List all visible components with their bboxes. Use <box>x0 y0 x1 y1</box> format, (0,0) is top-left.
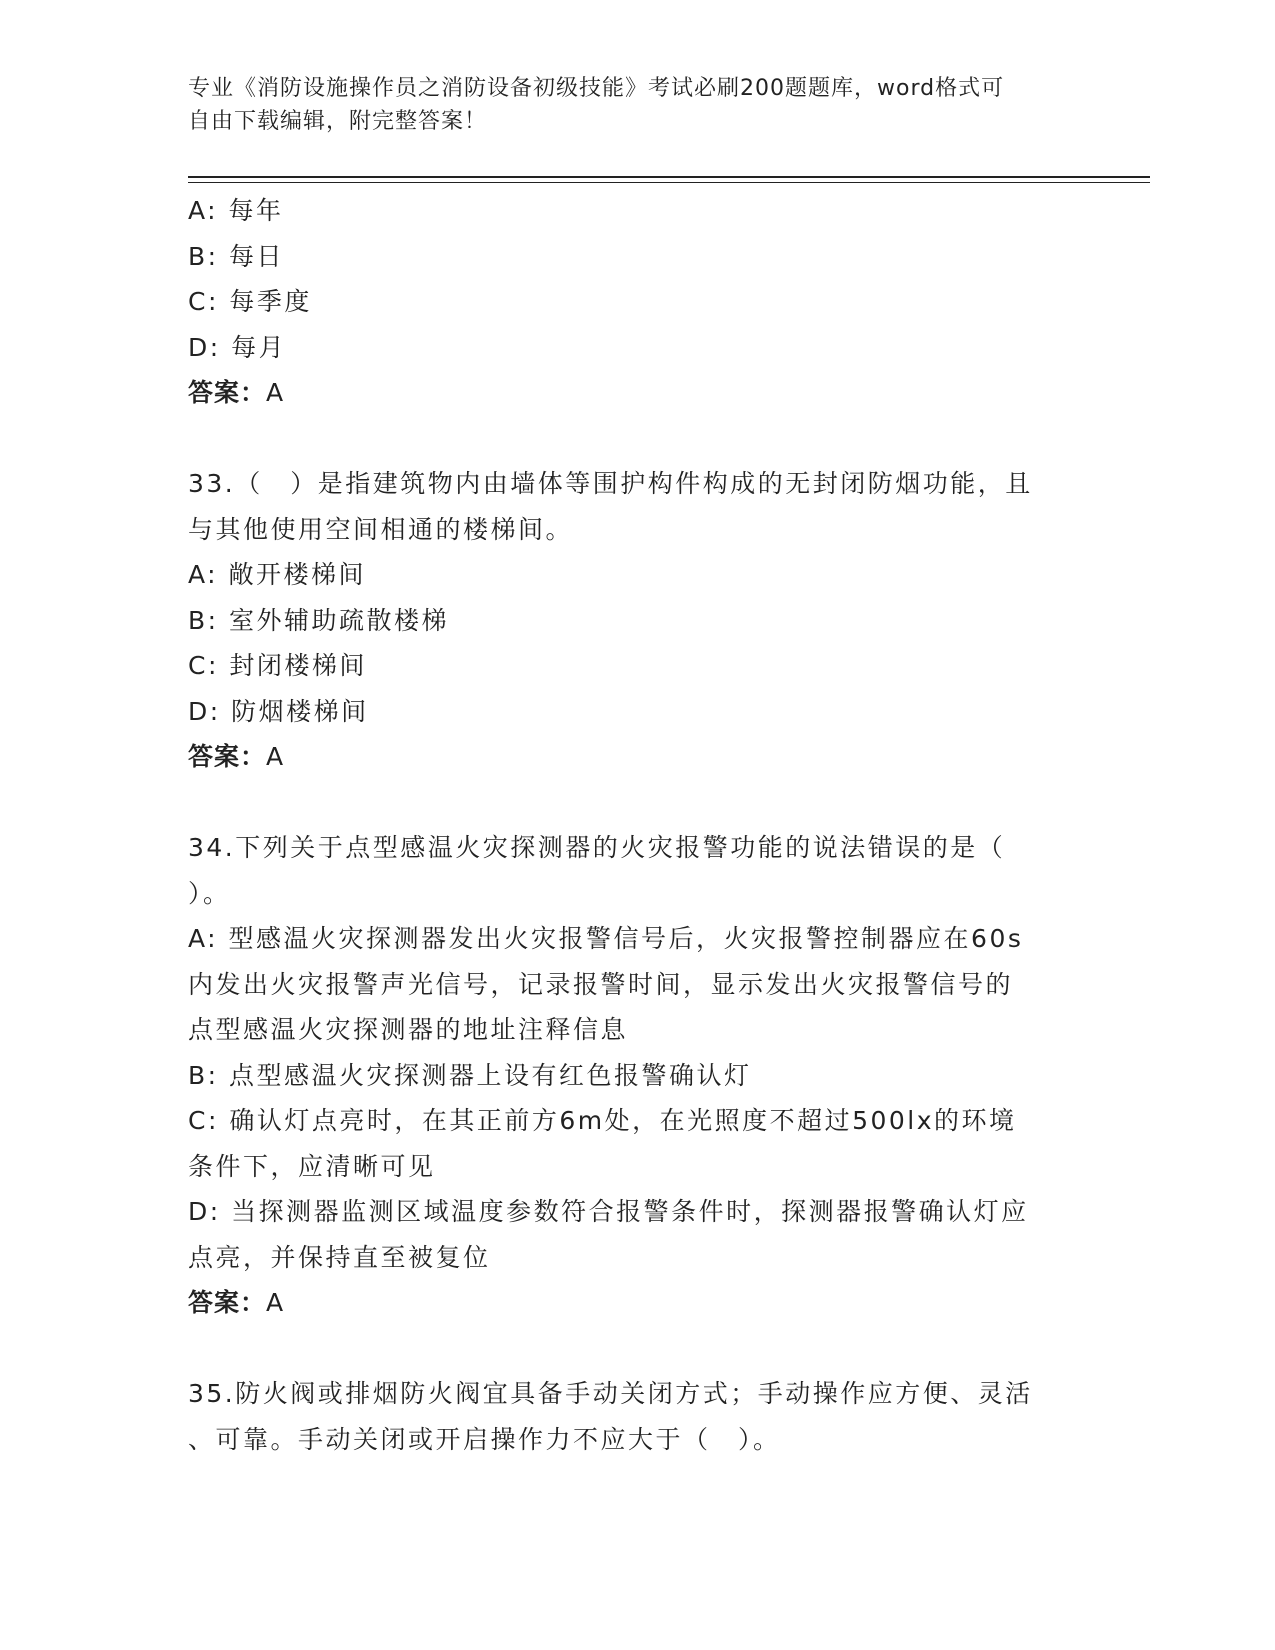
answer <box>188 1280 1088 1326</box>
header-rule-thick <box>188 176 1150 178</box>
option-b: B: 每日 <box>188 241 285 271</box>
option-a: A: 敞开楼梯间 <box>188 560 367 589</box>
answer <box>188 734 1088 780</box>
question-text-line: ）。 <box>188 878 231 908</box>
question-33 <box>188 461 1088 780</box>
question-text-line: 33.（ ）是指建筑物内由墙体等围护构件构成的无封闭防烟功能，且 <box>188 469 1033 498</box>
option-a-line: 内发出火灾报警声光信号，记录报警时间，显示发出火灾报警信号的 <box>188 969 1014 999</box>
answer-label: 答案： <box>188 742 267 771</box>
option-b-line: B: 点型感温火灾探测器上设有红色报警确认灯 <box>188 1060 752 1090</box>
answer <box>188 370 1088 416</box>
option-c-line: 条件下，应清晰可见 <box>188 1151 436 1181</box>
question-32 <box>188 188 1088 416</box>
answer-label: 答案： <box>188 1288 267 1317</box>
question-text-line: 35.防火阀或排烟防火阀宜具备手动关闭方式；手动操作应方便、灵活 <box>188 1379 1033 1408</box>
option-a-line: A: 型感温火灾探测器发出火灾报警信号后，火灾报警控制器应在60s <box>188 924 1024 953</box>
question-text-line: 34.下列关于点型感温火灾探测器的火灾报警功能的说法错误的是（ <box>188 833 1006 862</box>
spacer <box>188 780 1088 826</box>
spacer <box>188 1326 1088 1372</box>
question-text-line: 与其他使用空间相通的楼梯间。 <box>188 514 574 544</box>
question-35 <box>188 1371 1088 1462</box>
question-text-line: 、可靠。手动关闭或开启操作力不应大于（ ）。 <box>188 1424 781 1454</box>
header-line-2: 自由下载编辑，附完整答案！ <box>188 109 488 134</box>
option-d: D: 每月 <box>188 332 287 362</box>
option-d-line: 点亮，并保持直至被复位 <box>188 1242 491 1272</box>
page-header <box>188 72 1068 138</box>
option-a: A: 每年 <box>188 196 284 225</box>
question-list <box>188 188 1088 1462</box>
answer-value: A <box>266 1288 285 1317</box>
option-a-line: 点型感温火灾探测器的地址注释信息 <box>188 1015 629 1044</box>
answer-value: A <box>266 742 285 771</box>
option-d: D: 防烟楼梯间 <box>188 696 369 726</box>
option-c-line: C: 确认灯点亮时，在其正前方6m处，在光照度不超过500lx的环境 <box>188 1106 1017 1135</box>
header-line-1: 专业《消防设施操作员之消防设备初级技能》考试必刷200题题库，word格式可 <box>188 76 1005 101</box>
option-b: B: 室外辅助疏散楼梯 <box>188 605 450 635</box>
question-34 <box>188 825 1088 1326</box>
answer-value: A <box>266 378 285 407</box>
header-rule-thin <box>188 182 1150 183</box>
option-c: C: 封闭楼梯间 <box>188 651 367 680</box>
answer-label: 答案： <box>188 378 267 407</box>
spacer <box>188 416 1088 462</box>
option-d-line: D: 当探测器监测区域温度参数符合报警条件时，探测器报警确认灯应 <box>188 1197 1029 1226</box>
option-c: C: 每季度 <box>188 287 312 316</box>
